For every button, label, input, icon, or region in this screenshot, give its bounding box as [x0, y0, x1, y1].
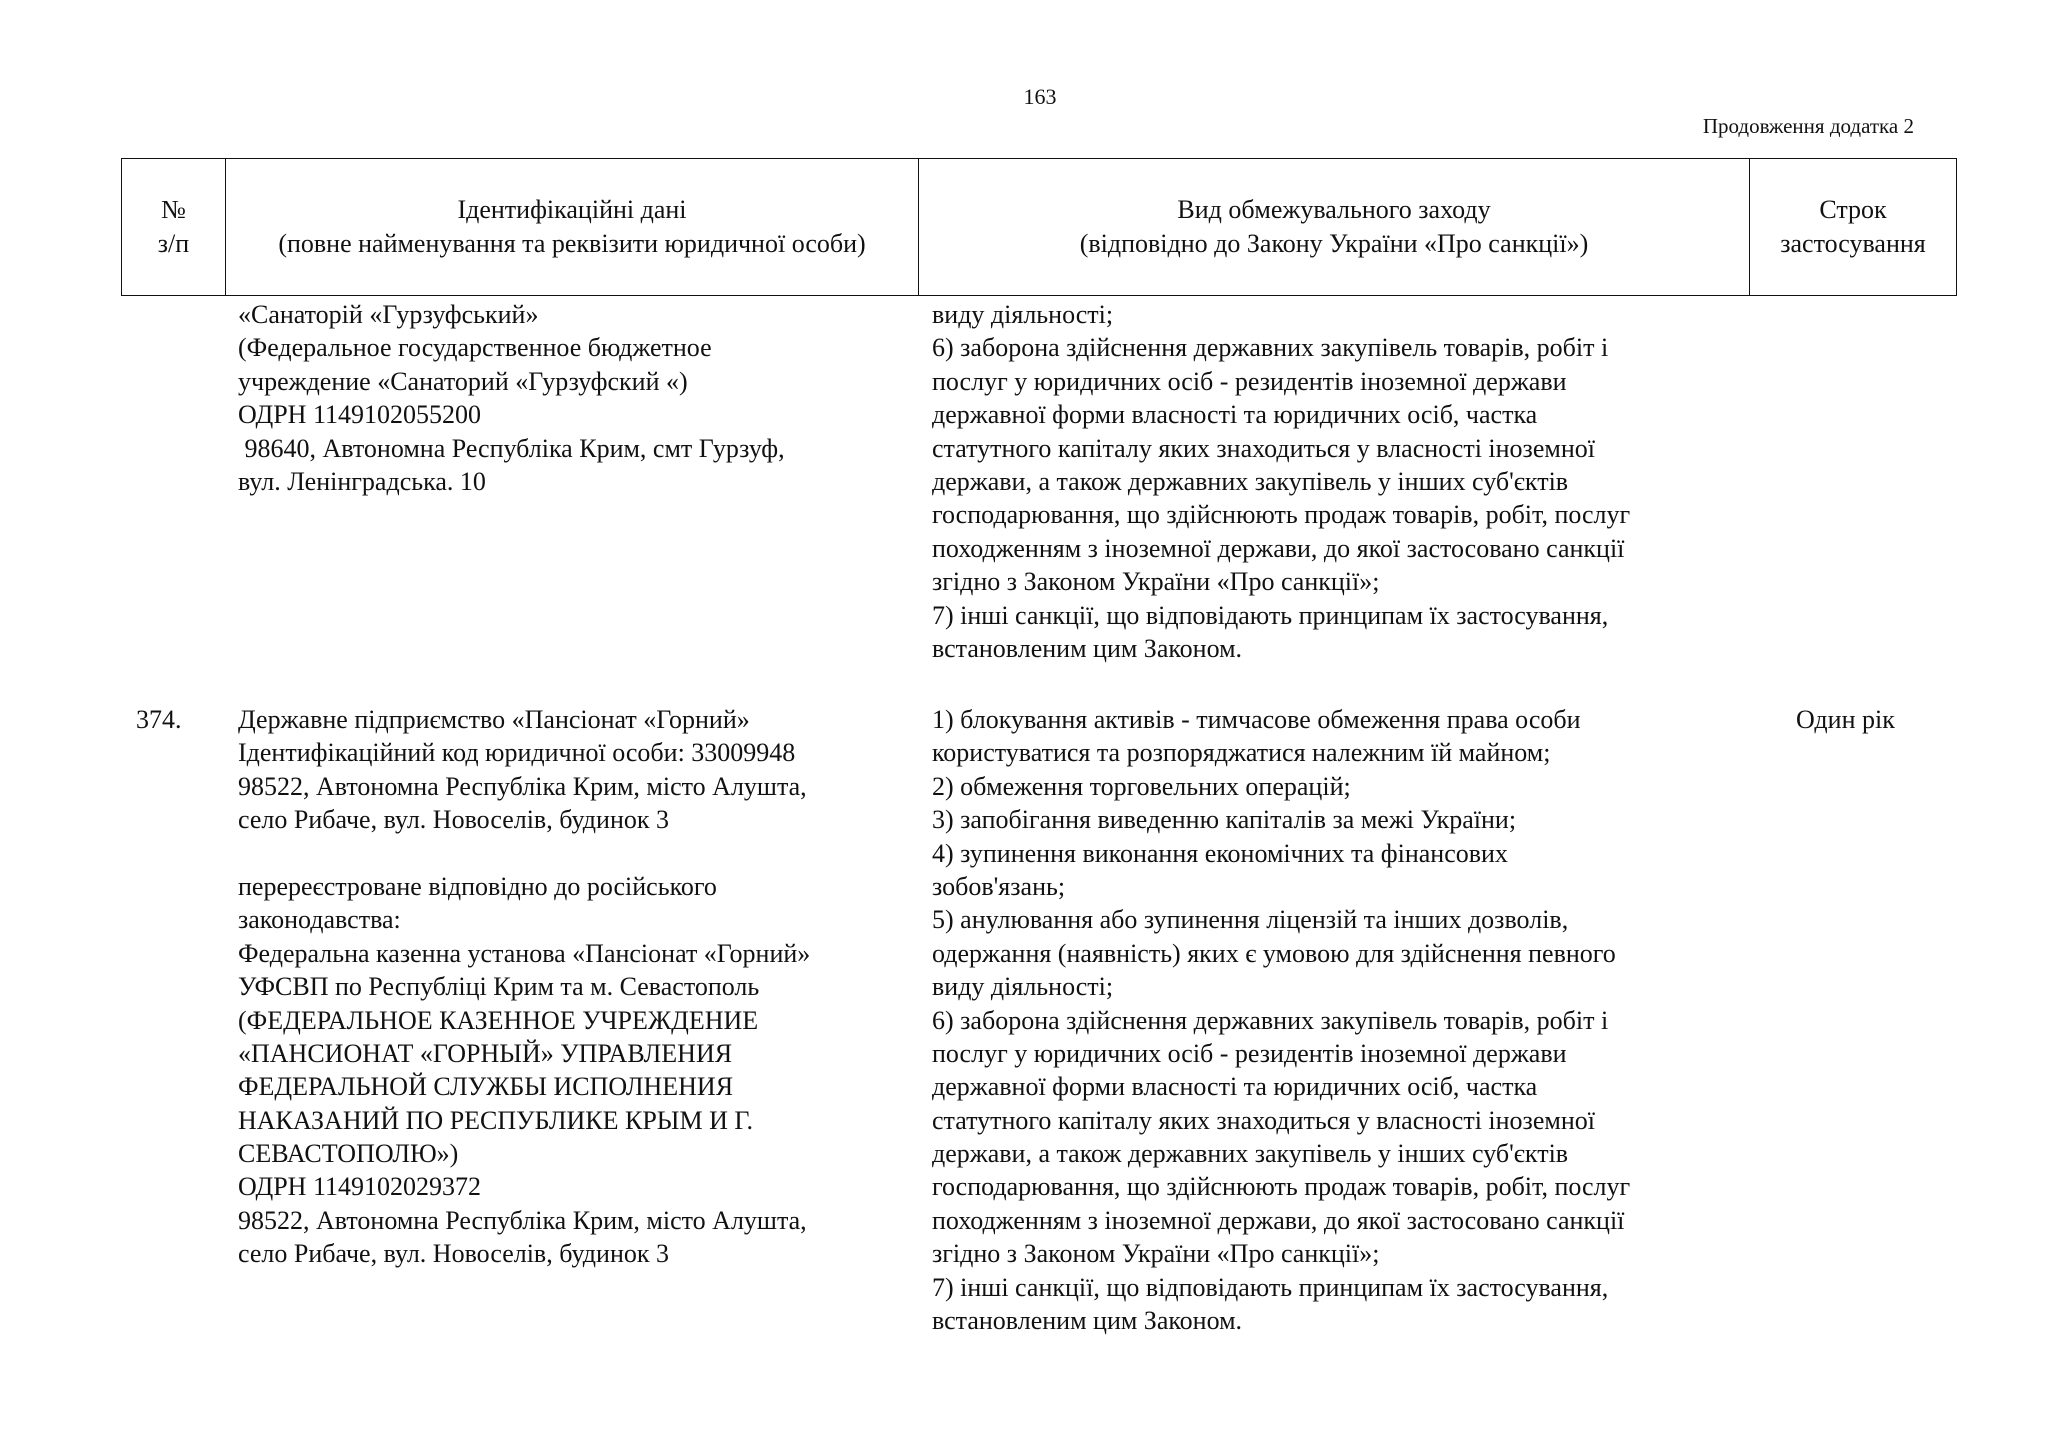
text-line: 4) зупинення виконання економічних та фінансових: [932, 838, 1508, 868]
text-line: «Санаторій «Гурзуфський»: [238, 300, 539, 329]
header-identification-line-1: Ідентифікаційні дані: [457, 195, 687, 224]
header-number: [122, 159, 226, 295]
text-line: 98522, Автономна Республіка Крим, місто Алушта,: [238, 771, 807, 801]
text-line: державної форми власності та юридичних осіб, частка: [932, 400, 1538, 430]
text-line: СЕВАСТОПОЛЮ»): [238, 1139, 459, 1169]
header-number-line-2: з/п: [157, 229, 190, 258]
text-line: господарювання, що здійснюють продаж товарів, робіт, послуг: [932, 500, 1631, 530]
text-line: 1) блокування активів - тимчасове обмеження права особи: [932, 705, 1581, 734]
text-line: 6) заборона здійснення державних закупівель товарів, робіт і: [932, 1005, 1609, 1035]
text-line: НАКАЗАНИЙ ПО РЕСПУБЛИКЕ КРЫМ И Г.: [238, 1105, 753, 1135]
text-line: село Рибаче, вул. Новоселів, будинок 3: [238, 805, 669, 835]
header-term-line-2: застосування: [1780, 229, 1926, 258]
text-line: походженням з іноземної держави, до якої застосовано санкції: [932, 533, 1625, 563]
text-line: УФСВП по Республіці Крим та м. Севастополь: [238, 972, 760, 1002]
text-line: 3) запобігання виведенню капіталів за межі України;: [932, 805, 1517, 835]
continued-row-identification: [238, 298, 785, 498]
text-line: виду діяльності;: [932, 300, 1114, 329]
header-number-line-1: №: [161, 195, 186, 224]
row-374-identification: [238, 703, 810, 1271]
header-identification: [226, 159, 919, 295]
text-line: [238, 837, 810, 870]
text-line: держави, а також державних закупівель у інших суб'єктів: [932, 466, 1569, 496]
text-line: (Федеральное государственное бюджетное: [238, 333, 712, 363]
text-line: село Рибаче, вул. Новоселів, будинок 3: [238, 1239, 669, 1269]
text-line: згідно з Законом України «Про санкції»;: [932, 1239, 1380, 1269]
text-line: законодавства:: [238, 905, 401, 935]
text-line: учреждение «Санаторий «Гурзуфский «): [238, 366, 688, 396]
text-line: встановленим цим Законом.: [932, 1306, 1243, 1336]
text-line: послуг у юридичних осіб - резидентів іноземної держави: [932, 1038, 1567, 1068]
text-line: (ФЕДЕРАЛЬНОЕ КАЗЕННОЕ УЧРЕЖДЕНИЕ: [238, 1005, 759, 1035]
text-line: 7) інші санкції, що відповідають принципам їх застосування,: [932, 1272, 1609, 1302]
text-line: держави, а також державних закупівель у інших суб'єктів: [932, 1139, 1569, 1169]
continued-row-measures: [932, 298, 1630, 665]
header-measure-type-line-2: (відповідно до Закону України «Про санкції»): [1079, 229, 1589, 258]
row-374-term: Один рік: [1796, 705, 1895, 734]
text-line: «ПАНСИОНАТ «ГОРНЫЙ» УПРАВЛЕНИЯ: [238, 1038, 733, 1068]
row-374-measures: [932, 703, 1630, 1337]
text-line: послуг у юридичних осіб - резидентів іноземної держави: [932, 366, 1567, 396]
text-line: 7) інші санкції, що відповідають принципам їх застосування,: [932, 600, 1609, 630]
text-line: ОДРН 1149102055200: [238, 400, 481, 430]
header-identification-line-2: (повне найменування та реквізити юридичної особи): [278, 229, 866, 258]
text-line: 6) заборона здійснення державних закупівель товарів, робіт і: [932, 333, 1609, 363]
text-line: ФЕДЕРАЛЬНОЙ СЛУЖБЫ ИСПОЛНЕНИЯ: [238, 1072, 734, 1102]
text-line: державної форми власності та юридичних осіб, частка: [932, 1072, 1538, 1102]
text-line: статутного капіталу яких знаходиться у власності іноземної: [932, 433, 1595, 463]
text-line: 98640, Автономна Республіка Крим, смт Гурзуф,: [238, 433, 785, 463]
header-term-line-1: Строк: [1819, 195, 1887, 224]
text-line: Державне підприємство «Пансіонат «Горний»: [238, 705, 750, 734]
text-line: Федеральна казенна установа «Пансіонат «Горний»: [238, 938, 811, 968]
text-line: статутного капіталу яких знаходиться у власності іноземної: [932, 1105, 1595, 1135]
text-line: господарювання, що здійснюють продаж товарів, робіт, послуг: [932, 1172, 1631, 1202]
header-term: [1750, 159, 1956, 295]
continuation-label: Продовження додатка 2: [1702, 114, 1914, 138]
text-line: Ідентифікаційний код юридичної особи: 33009948: [238, 738, 796, 768]
text-line: виду діяльності;: [932, 972, 1114, 1002]
text-line: вул. Ленінградська. 10: [238, 466, 486, 496]
text-line: користуватися та розпоряджатися належним їй майном;: [932, 738, 1551, 768]
text-line: ОДРН 1149102029372: [238, 1172, 481, 1202]
page-number: 163: [1023, 84, 1057, 109]
text-line: одержання (наявність) яких є умовою для здійснення певного: [932, 938, 1616, 968]
text-line: згідно з Законом України «Про санкції»;: [932, 567, 1380, 597]
text-line: 5) анулювання або зупинення ліцензій та інших дозволів,: [932, 905, 1569, 935]
text-line: 2) обмеження торговельних операцій;: [932, 771, 1351, 801]
row-374-number: 374.: [136, 705, 182, 734]
text-line: 98522, Автономна Республіка Крим, місто Алушта,: [238, 1205, 807, 1235]
text-line: зобов'язань;: [932, 871, 1066, 901]
text-line: перереєстроване відповідно до російського: [238, 871, 717, 901]
text-line: встановленим цим Законом.: [932, 633, 1243, 663]
header-measure-type: [919, 159, 1750, 295]
text-line: походженням з іноземної держави, до якої застосовано санкції: [932, 1205, 1625, 1235]
table-header: [121, 158, 1957, 296]
header-measure-type-line-1: Вид обмежувального заходу: [1177, 195, 1491, 224]
